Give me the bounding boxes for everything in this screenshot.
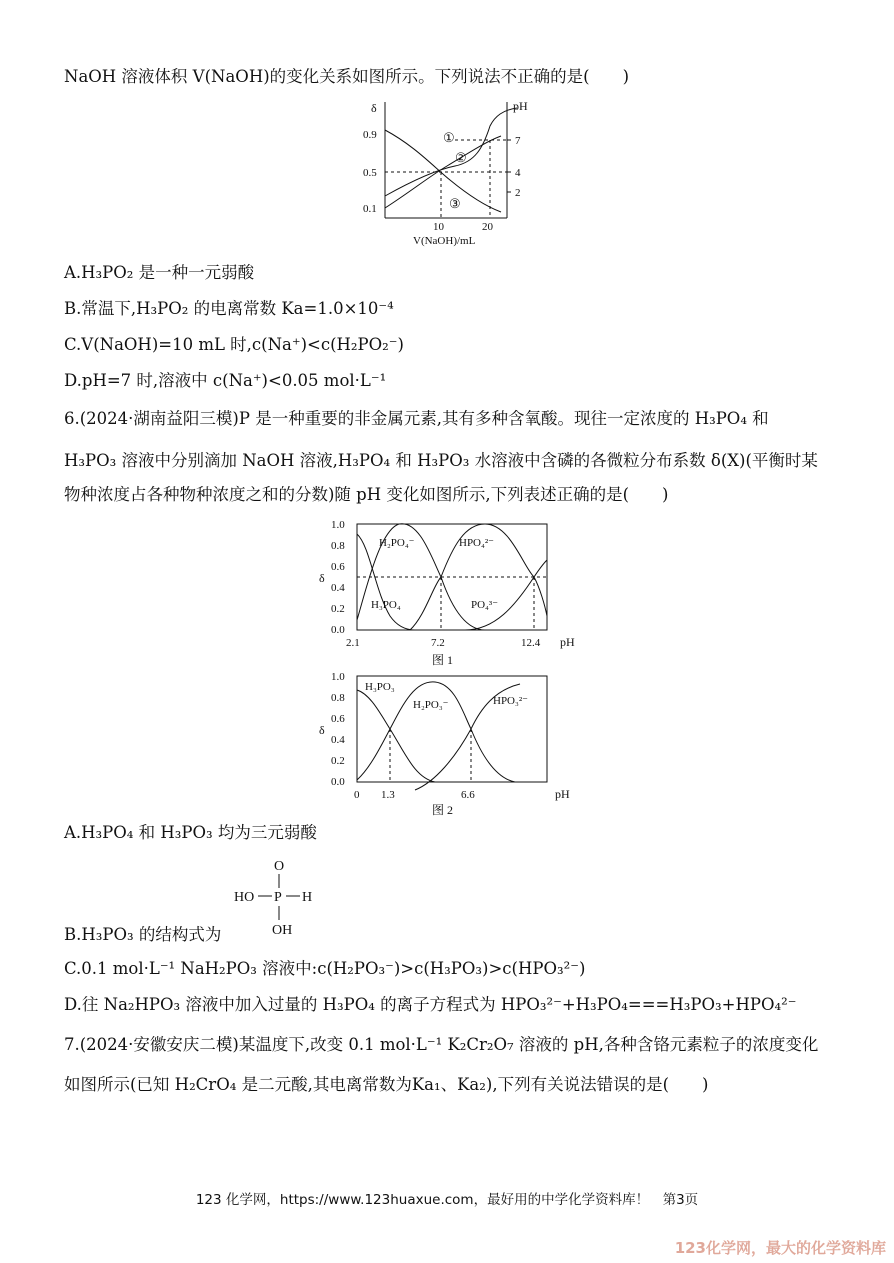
q6-f1-y-tick: 0.2	[331, 603, 345, 615]
q6-f2-caption: 图 2	[432, 803, 454, 817]
q6-f2-x-label: pH	[555, 787, 570, 801]
q5-curve-label: ①	[443, 130, 455, 145]
q7-stem-line: 如图所示(已知 H₂CrO₄ 是二元酸,其电离常数为Ka₁、Ka₂),下列有关说法错误的是( )	[64, 1075, 709, 1094]
q6-f1-y-tick: 0.0	[331, 624, 345, 636]
q6-f1-x-label: pH	[560, 635, 575, 649]
q5-x-tick: 10	[433, 221, 444, 233]
q5-option-d: D.pH=7 时,溶液中 c(Na⁺)<0.05 mol·L⁻¹	[64, 371, 387, 390]
q6-f2-y-tick: 0.4	[331, 734, 345, 746]
q6-f2-x-tick: 6.6	[461, 789, 475, 801]
q5-right-tick: 2	[515, 187, 521, 199]
q6-f2-h2po3-curve	[357, 682, 515, 782]
q5-curve-2	[385, 108, 517, 196]
q5-y-right-label: pH	[513, 99, 528, 113]
q6-f1-species: H₃PO₄	[371, 599, 401, 611]
q5-option-a: A.H₃PO₂ 是一种一元弱酸	[64, 263, 255, 282]
q6-f2-y-label: δ	[319, 723, 325, 737]
struct-bottom-atom: OH	[272, 923, 293, 938]
q5-x-tick: 20	[482, 221, 493, 233]
q5-right-tick: 7	[515, 135, 521, 147]
q6-f2-y-tick: 1.0	[331, 671, 345, 683]
q5-right-tick: 4	[515, 167, 521, 179]
q6-option-a: A.H₃PO₄ 和 H₃PO₃ 均为三元弱酸	[64, 823, 317, 842]
q6-stem-line: H₃PO₃ 溶液中分别滴加 NaOH 溶液,H₃PO₄ 和 H₃PO₃ 水溶液中含磷的各微粒分布系数 δ(X)(平衡时某	[64, 451, 818, 470]
struct-center-atom: P	[274, 890, 282, 905]
q6-f2-species: H₃PO₃	[365, 681, 395, 693]
q6-f2-y-tick: 0.0	[331, 776, 345, 788]
q6-f2-x-tick: 0	[354, 789, 360, 801]
q6-stem-line: 6.(2024·湖南益阳三模)P 是一种重要的非金属元素,其有多种含氧酸。现往一定浓度的 H₃PO₄ 和	[64, 409, 769, 428]
h3po3-structure	[228, 854, 328, 938]
q5-intro: NaOH 溶液体积 V(NaOH)的变化关系如图所示。下列说法不正确的是( )	[64, 67, 630, 86]
q5-option-c: C.V(NaOH)=10 mL 时,c(Na⁺)<c(H₂PO₂⁻)	[64, 335, 404, 354]
q5-curve-label: ③	[449, 196, 461, 211]
q5-curve-label: ②	[455, 150, 467, 165]
q6-f1-species: HPO₄²⁻	[459, 537, 494, 549]
q6-stem-line: 物种浓度占各种物种浓度之和的分数)随 pH 变化如图所示,下列表述正确的是( )	[64, 485, 669, 504]
q6-figure-2	[315, 668, 585, 820]
q6-f2-y-tick: 0.2	[331, 755, 345, 767]
q6-f1-species: H₂PO₄⁻	[379, 537, 415, 549]
q6-f1-x-tick: 2.1	[346, 637, 360, 649]
q6-figure-1	[315, 516, 585, 668]
q6-f1-x-tick: 7.2	[431, 637, 445, 649]
q6-option-b: B.H₃PO₃ 的结构式为	[64, 925, 222, 944]
q6-f2-y-tick: 0.8	[331, 692, 345, 704]
q6-option-c: C.0.1 mol·L⁻¹ NaH₂PO₃ 溶液中:c(H₂PO₃⁻)>c(H₃PO₃)>c(HPO₃²⁻)	[64, 959, 586, 978]
q5-left-tick: 0.9	[363, 129, 377, 141]
struct-right-atom: H	[302, 890, 313, 905]
q6-f1-caption: 图 1	[432, 653, 454, 667]
q6-option-d: D.往 Na₂HPO₃ 溶液中加入过量的 H₃PO₄ 的离子方程式为 HPO₃²⁻+H₃PO₄===H₃PO₃+HPO₄²⁻	[64, 995, 797, 1014]
q6-f1-po4-curve	[465, 560, 547, 630]
watermark: 123化学网，最大的化学资料库	[674, 1239, 886, 1257]
q6-f1-species: PO₄³⁻	[471, 599, 499, 611]
q7-stem-line: 7.(2024·安徽安庆二模)某温度下,改变 0.1 mol·L⁻¹ K₂Cr₂O₇ 溶液的 pH,各种含铬元素粒子的浓度变化	[64, 1035, 819, 1054]
q5-titration-figure	[355, 96, 535, 248]
q5-x-label: V(NaOH)/mL	[413, 235, 476, 247]
q6-f1-y-label: δ	[319, 571, 325, 585]
q6-f1-y-tick: 1.0	[331, 519, 345, 531]
struct-top-atom: O	[274, 859, 285, 874]
q6-f1-x-tick: 12.4	[521, 637, 541, 649]
q6-f2-y-tick: 0.6	[331, 713, 345, 725]
q5-left-tick: 0.5	[363, 167, 377, 179]
q6-f1-y-tick: 0.8	[331, 540, 345, 552]
q6-f2-species: H₂PO₃⁻	[413, 699, 449, 711]
page-footer: 123 化学网，https://www.123huaxue.com，最好用的中学化学资料库！ 第3页	[195, 1192, 699, 1208]
q6-f1-y-tick: 0.6	[331, 561, 345, 573]
struct-left-atom: HO	[234, 890, 255, 905]
q6-f2-x-tick: 1.3	[381, 789, 395, 801]
q5-option-b: B.常温下,H₃PO₂ 的电离常数 Ka=1.0×10⁻⁴	[64, 299, 394, 318]
q6-f2-species: HPO₃²⁻	[493, 695, 528, 707]
q5-y-left-label: δ	[371, 101, 377, 115]
q6-f1-y-tick: 0.4	[331, 582, 345, 594]
q5-left-tick: 0.1	[363, 203, 377, 215]
